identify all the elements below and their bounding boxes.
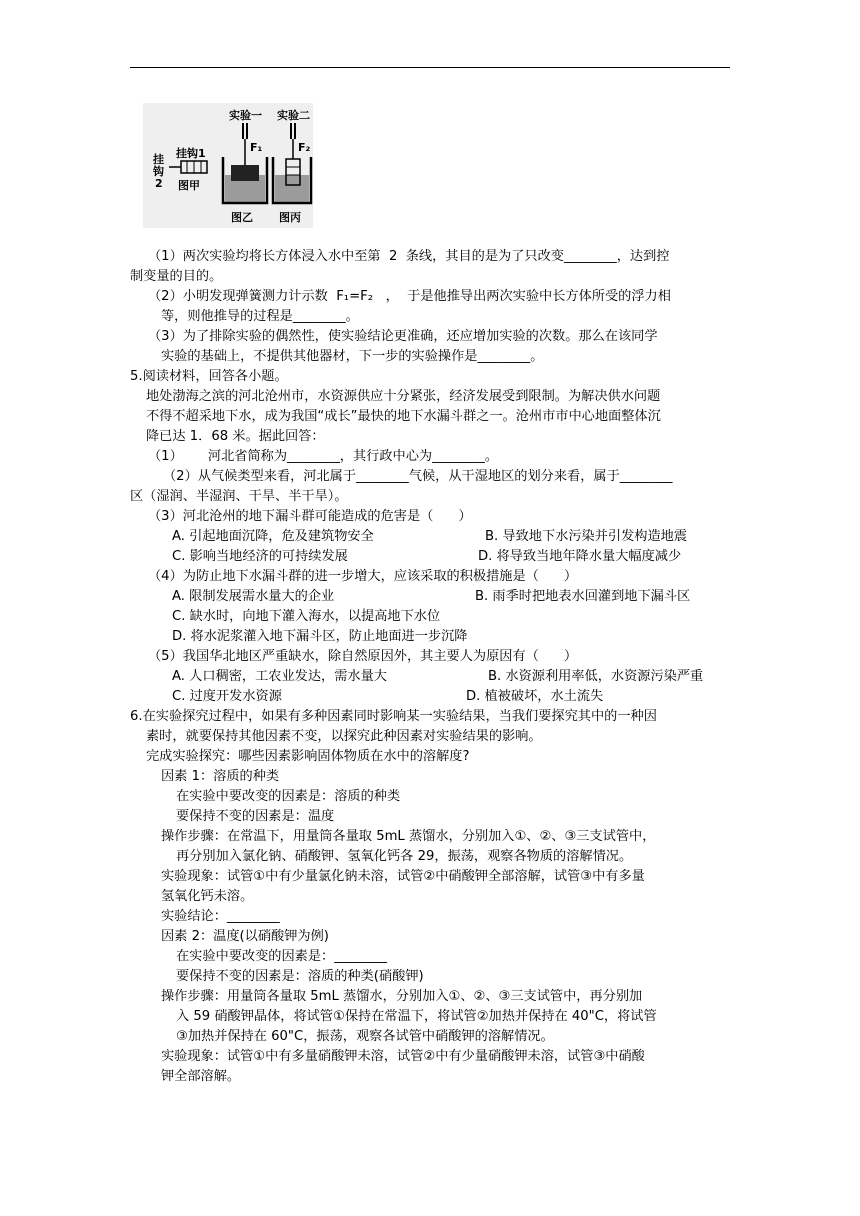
- text-line: 要保持不变的因素是：溶质的种类(硝酸钾): [176, 969, 424, 984]
- header-rule: [130, 67, 730, 68]
- text-line: 区（湿润、半湿润、干旱、半干旱）。: [130, 489, 348, 504]
- text-line: 要保持不变的因素是：温度: [176, 809, 335, 824]
- experiment-diagram: [143, 103, 313, 228]
- label-structure2-c: 2: [155, 177, 163, 190]
- text-line: （4）为防止地下水漏斗群的进一步增大，应该采取的积极措施是（ ）: [148, 569, 578, 584]
- text-line: （1）两次实验均将长方体浸入水中至第 2 条线，其目的是为了只改变________，达到控: [148, 249, 670, 264]
- option-d: D. 将导致当地年降水量大幅度减少: [478, 549, 682, 564]
- text-line: 不得不超采地下水，成为我国“成长”最快的地下水漏斗群之一。沧州市市中心地面整体沉: [146, 409, 661, 424]
- text-line: （3）为了排除实验的偶然性，使实验结论更准确，还应增加实验的次数。那么在该同学: [148, 329, 658, 344]
- text-line: ③加热并保持在 60"C，振荡，观察各试管中硝酸钾的溶解情况。: [176, 1029, 554, 1044]
- text-line: （2）从气候类型来看，河北属于________气候，从干湿地区的划分来看，属于________: [163, 469, 673, 484]
- text-line: （2）小明发现弹簧测力计示数 F₁=F₂ ， 于是他推导出两次实验中长方体所受的浮力相: [148, 289, 671, 304]
- text-line: 在实验中要改变的因素是：________: [176, 949, 387, 964]
- option-d: D. 植被破坏，水土流失: [466, 689, 604, 704]
- label-exp2: 实验二: [277, 109, 310, 122]
- text-line: 完成实验探究：哪些因素影响固体物质在水中的溶解度?: [146, 749, 470, 764]
- label-f2: F₂: [298, 141, 311, 154]
- text-line: 制变量的目的。: [130, 269, 223, 284]
- text-line: 在实验中要改变的因素是：溶质的种类: [176, 789, 401, 804]
- cuboid-b: [231, 165, 259, 181]
- option-c: C. 缺水时，向地下灌入海水，以提高地下水位: [172, 609, 441, 624]
- option-a: A. 限制发展需水量大的企业: [172, 589, 335, 604]
- question-6-title: 6.在实验探究过程中，如果有多种因素同时影响某一实验结果，当我们要探究其中的一种因: [130, 709, 657, 724]
- label-fig-b: 图乙: [231, 211, 253, 224]
- label-structure1: 挂钩1: [176, 147, 206, 160]
- text-line: 等，则他推导的过程是________。: [161, 309, 359, 324]
- option-b: B. 导致地下水污染并引发构造地震: [485, 529, 688, 544]
- option-b: B. 雨季时把地表水回灌到地下漏斗区: [475, 589, 691, 604]
- text-line: 实验结论：________: [161, 909, 280, 924]
- text-line: 实验的基础上，不提供其他器材，下一步的实验操作是________。: [161, 349, 544, 364]
- text-line: 降已达 1．68 米。据此回答：: [146, 429, 325, 444]
- option-b: B. 水资源利用率低，水资源污染严重: [488, 669, 704, 684]
- text-line: 入 59 硝酸钾晶体，将试管①保持在常温下，将试管②加热并保持在 40"C，将试管: [176, 1009, 657, 1024]
- text-line: 操作步骤：在常温下，用量筒各量取 5mL 蒸馏水，分别加入①、②、③三支试管中，: [161, 829, 656, 844]
- question-5-title: 5.阅读材料，回答各小题。: [130, 369, 288, 384]
- label-exp1: 实验一: [229, 109, 262, 122]
- experiment-figure: [143, 103, 313, 228]
- label-fig-a: 图甲: [178, 179, 200, 192]
- text-line: 再分别加入氯化钠、硝酸钾、氢氧化钙各 29，振荡，观察各物质的溶解情况。: [176, 849, 633, 864]
- label-fig-c: 图丙: [279, 211, 301, 224]
- text-line: 氢氧化钙未溶。: [161, 889, 254, 904]
- text-line: 操作步骤：用量筒各量取 5mL 蒸馏水，分别加入①、②、③三支试管中，再分别加: [161, 989, 643, 1004]
- option-d: D. 将水泥浆灌入地下漏斗区，防止地面进一步沉降: [172, 629, 468, 644]
- text-line: （1） 河北省简称为________，其行政中心为________。: [148, 449, 499, 464]
- text-line: 素时，就要保持其他因素不变，以探究此种因素对实验结果的影响。: [146, 729, 542, 744]
- option-c: C. 过度开发水资源: [172, 689, 282, 704]
- label-structure2-b: 钩: [153, 165, 164, 178]
- text-line: 实验现象：试管①中有多量硝酸钾未溶，试管②中有少量硝酸钾未溶，试管③中硝酸: [161, 1049, 645, 1064]
- option-a: A. 人口稠密，工农业发达，需水量大: [172, 669, 387, 684]
- label-f1: F₁: [250, 141, 263, 154]
- text-line: 钾全部溶解。: [161, 1069, 241, 1084]
- text-line: （3）河北沧州的地下漏斗群可能造成的危害是（ ）: [148, 509, 472, 524]
- text-line: 因素 2：温度(以硝酸钾为例): [161, 929, 329, 944]
- option-c: C. 影响当地经济的可持续发展: [172, 549, 348, 564]
- option-a: A. 引起地面沉降，危及建筑物安全: [172, 529, 374, 544]
- text-line: 因素 1：溶质的种类: [161, 769, 280, 784]
- text-line: 实验现象：试管①中有少量氯化钠未溶，试管②中硝酸钾全部溶解，试管③中有多量: [161, 869, 645, 884]
- label-structure2-a: 挂: [153, 153, 164, 166]
- text-line: 地处渤海之滨的河北沧州市，水资源供应十分紧张，经济发展受到限制。为解决供水问题: [146, 389, 661, 404]
- text-line: （5）我国华北地区严重缺水，除自然原因外，其主要人为原因有（ ）: [148, 649, 578, 664]
